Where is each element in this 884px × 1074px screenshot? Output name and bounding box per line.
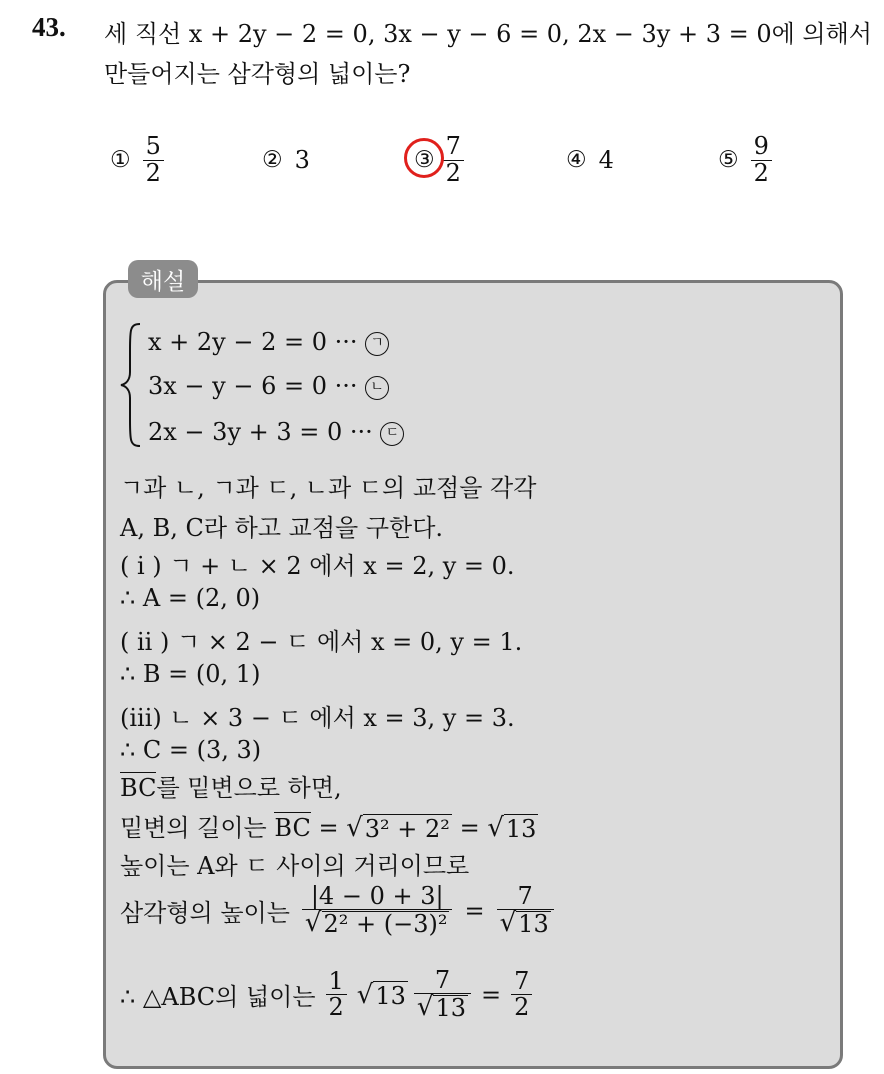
overline-bc: BC (274, 814, 311, 842)
equation-1: x + 2y − 2 = 0 ··· ㄱ (148, 328, 389, 356)
sqrt-expression: √ 3² + 2² (346, 813, 450, 843)
choice-fraction: $\frac{5}{2}$ (143, 134, 164, 185)
fraction: $\frac{1}{2}$ (326, 969, 347, 1020)
solution-line: BC를 밑변으로 하면, (120, 774, 342, 802)
solution-line: ∴ B = (0, 1) (120, 660, 261, 688)
solution-line: A, B, C라 하고 교점을 구한다. (120, 514, 444, 542)
choice-value: 4 (598, 146, 614, 174)
fraction: 7 √ 13 (497, 884, 554, 937)
equation-3: 2x − 3y + 3 = 0 ··· ㄷ (148, 418, 404, 446)
choice-value: 3 (294, 146, 310, 174)
solution-line: 밑변의 길이는 BC = √ 3² + 2² = √ 13 (120, 813, 537, 843)
choice-mark: ② (262, 147, 283, 173)
mark-nieun: ㄴ (365, 376, 389, 400)
question-text-line1: 세 직선 x + 2y − 2 = 0, 3x − y − 6 = 0, 2x − 3y + 3 = 0에 의해서 (104, 20, 872, 48)
solution-line: (iii) ㄴ × 3 − ㄷ 에서 x = 3, y = 3. (120, 704, 515, 732)
choice-mark: ④ (566, 147, 587, 173)
choice-mark: ① (110, 147, 131, 173)
overline-bc: BC (120, 774, 157, 802)
mark-digeut: ㄷ (380, 422, 404, 446)
solution-line: ( i ) ㄱ + ㄴ × 2 에서 x = 2, y = 0. (120, 552, 515, 580)
solution-tab: 해설 (128, 260, 198, 298)
choice-3[interactable] (414, 128, 464, 192)
choice-mark: ⑤ (718, 147, 739, 173)
choice-5[interactable] (718, 128, 772, 192)
choice-mark-selected: ③ (414, 147, 435, 173)
fraction: 7 √ 13 (414, 968, 471, 1021)
solution-line: ㄱ과 ㄴ, ㄱ과 ㄷ, ㄴ과 ㄷ의 교점을 각각 (120, 474, 537, 502)
choice-fraction: $\frac{9}{2}$ (751, 134, 772, 185)
mark-giyeok: ㄱ (365, 332, 389, 356)
fraction: $\frac{7}{2}$ (511, 969, 532, 1020)
fraction: |4 − 0 + 3| √ 2² + (−3)² (302, 884, 453, 937)
sqrt-expression: √ 13 (487, 813, 537, 843)
solution-line: ∴ A = (2, 0) (120, 584, 261, 612)
question-number: 43. (32, 12, 66, 42)
system-brace (118, 320, 144, 450)
solution-line-height: 삼각형의 높이는 |4 − 0 + 3| √ 2² + (−3)² = 7 √ 13 (120, 884, 554, 937)
choice-2[interactable] (262, 128, 310, 192)
question-text-line2: 만들어지는 삼각형의 넓이는? (104, 60, 411, 88)
choice-fraction: $\frac{7}{2}$ (443, 134, 464, 185)
solution-line: ∴ C = (3, 3) (120, 736, 262, 764)
solution-line-area: ∴ △ABC의 넓이는 $\frac{1}{2}$ √ 13 7 √ 13 = $\frac{7}{2}$ (120, 968, 532, 1021)
equation-2: 3x − y − 6 = 0 ··· ㄴ (148, 372, 389, 400)
choice-4[interactable] (566, 128, 614, 192)
choice-1[interactable] (110, 128, 164, 192)
selection-circle (404, 138, 444, 178)
solution-line: ( ii ) ㄱ × 2 − ㄷ 에서 x = 0, y = 1. (120, 628, 523, 656)
solution-line: 높이는 A와 ㄷ 사이의 거리이므로 (120, 852, 470, 880)
sqrt-expression: √ 13 (356, 979, 406, 1010)
